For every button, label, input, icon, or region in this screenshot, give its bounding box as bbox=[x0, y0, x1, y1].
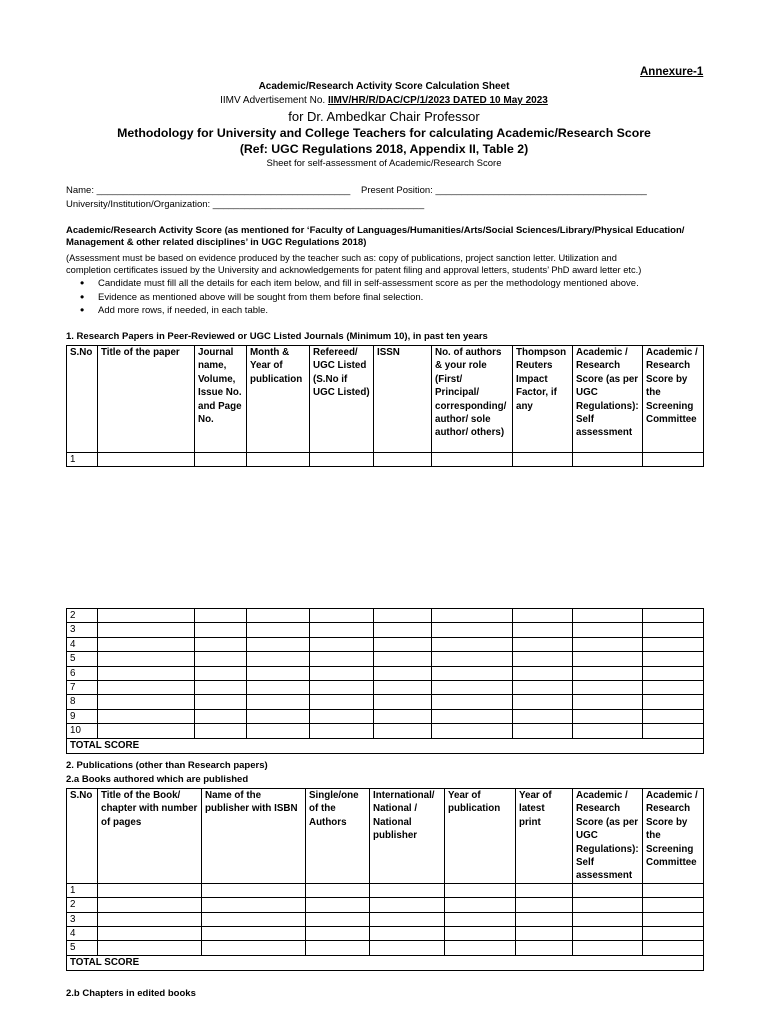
table-cell[interactable] bbox=[374, 666, 432, 680]
table-cell[interactable] bbox=[573, 898, 643, 912]
table-cell[interactable] bbox=[247, 666, 310, 680]
table-cell[interactable] bbox=[98, 724, 195, 738]
table-cell[interactable] bbox=[432, 695, 513, 709]
table-cell[interactable] bbox=[445, 941, 516, 955]
col-header: International/ National / National publisher bbox=[370, 789, 445, 884]
advertisement-line bbox=[0, 95, 768, 107]
table-cell[interactable] bbox=[573, 941, 643, 955]
total-score-label: TOTAL SCORE bbox=[67, 955, 704, 970]
row-number: 1 bbox=[67, 883, 98, 897]
table-cell[interactable] bbox=[98, 941, 202, 955]
table-cell[interactable] bbox=[643, 709, 704, 723]
table-cell[interactable] bbox=[374, 695, 432, 709]
table-cell[interactable] bbox=[432, 666, 513, 680]
table-cell[interactable] bbox=[516, 898, 573, 912]
table-cell[interactable] bbox=[445, 927, 516, 941]
table-cell[interactable] bbox=[643, 609, 704, 623]
table-cell[interactable] bbox=[247, 637, 310, 651]
row-number: 3 bbox=[67, 623, 98, 637]
col-header: Academic / Research Score by the Screening Committee bbox=[643, 346, 704, 453]
present-position-field[interactable]: Present Position: ________________________________________ bbox=[361, 185, 647, 196]
table-cell[interactable] bbox=[310, 453, 374, 467]
table-cell[interactable] bbox=[643, 912, 704, 926]
table-cell[interactable] bbox=[445, 912, 516, 926]
table-cell[interactable] bbox=[513, 681, 573, 695]
table-cell[interactable] bbox=[195, 609, 247, 623]
row-number: 9 bbox=[67, 709, 98, 723]
table-row bbox=[67, 609, 704, 623]
table-cell[interactable] bbox=[432, 709, 513, 723]
instruction-list bbox=[66, 277, 746, 318]
table-cell[interactable] bbox=[310, 609, 374, 623]
col-header: Thompson Reuters Impact Factor, if any bbox=[513, 346, 573, 453]
table-row bbox=[67, 724, 704, 738]
row-number: 8 bbox=[67, 695, 98, 709]
table-cell[interactable] bbox=[643, 666, 704, 680]
table-cell[interactable] bbox=[247, 681, 310, 695]
col-header: Academic / Research Score by the Screening Committee bbox=[643, 789, 704, 884]
table-cell[interactable] bbox=[310, 681, 374, 695]
table-cell[interactable] bbox=[98, 609, 195, 623]
table-cell[interactable] bbox=[573, 666, 643, 680]
table-cell[interactable] bbox=[202, 941, 306, 955]
col-header: ISSN bbox=[374, 346, 432, 453]
table-cell[interactable] bbox=[374, 623, 432, 637]
table-cell[interactable] bbox=[516, 927, 573, 941]
table-cell[interactable] bbox=[370, 927, 445, 941]
table-cell[interactable] bbox=[247, 609, 310, 623]
table-row bbox=[67, 927, 704, 941]
table-cell[interactable] bbox=[643, 695, 704, 709]
table-cell[interactable] bbox=[374, 681, 432, 695]
table-cell[interactable] bbox=[374, 709, 432, 723]
name-field[interactable]: Name: ________________________________________________ bbox=[66, 185, 351, 196]
row-number: 4 bbox=[67, 927, 98, 941]
table-cell[interactable] bbox=[432, 637, 513, 651]
col-header: Year of publication bbox=[445, 789, 516, 884]
organization-field[interactable]: University/Institution/Organization: ________________________________________ bbox=[66, 199, 425, 210]
table-cell[interactable] bbox=[432, 453, 513, 467]
section2a-title: 2.a Books authored which are published bbox=[66, 774, 249, 785]
section2b-title: 2.b Chapters in edited books bbox=[66, 988, 196, 999]
table-cell[interactable] bbox=[643, 637, 704, 651]
position-title: for Dr. Ambedkar Chair Professor bbox=[288, 109, 480, 124]
row-number: 5 bbox=[67, 652, 98, 666]
table-cell[interactable] bbox=[573, 637, 643, 651]
table-cell[interactable] bbox=[195, 652, 247, 666]
table-cell[interactable] bbox=[98, 898, 202, 912]
table-cell[interactable] bbox=[573, 912, 643, 926]
table-cell[interactable] bbox=[98, 883, 202, 897]
table-cell[interactable] bbox=[513, 623, 573, 637]
table-cell[interactable] bbox=[202, 927, 306, 941]
table-cell[interactable] bbox=[247, 695, 310, 709]
table-cell[interactable] bbox=[643, 898, 704, 912]
instruction-item: • Add more rows, if needed, in each table. bbox=[66, 304, 746, 318]
table-cell[interactable] bbox=[310, 709, 374, 723]
table-cell[interactable] bbox=[247, 652, 310, 666]
table-row bbox=[67, 695, 704, 709]
table-cell[interactable] bbox=[374, 637, 432, 651]
table-cell[interactable] bbox=[513, 724, 573, 738]
table-cell[interactable] bbox=[247, 724, 310, 738]
table-cell[interactable] bbox=[306, 898, 370, 912]
methodology-title: Methodology for University and College Teachers for calculating Academic/Research Score bbox=[117, 126, 651, 140]
table-cell[interactable] bbox=[513, 637, 573, 651]
row-number: 1 bbox=[67, 453, 98, 467]
table-cell[interactable] bbox=[310, 623, 374, 637]
intro-heading-line2: Management & other related disciplines’ in UGC Regulations 2018) bbox=[66, 237, 367, 248]
table-cell[interactable] bbox=[98, 453, 195, 467]
col-header: Title of the Book/ chapter with number of pages bbox=[98, 789, 202, 884]
table-cell[interactable] bbox=[445, 898, 516, 912]
table-cell[interactable] bbox=[306, 927, 370, 941]
col-header: S.No bbox=[67, 789, 98, 884]
table-cell[interactable] bbox=[195, 681, 247, 695]
table-cell[interactable] bbox=[98, 666, 195, 680]
table-cell[interactable] bbox=[573, 927, 643, 941]
annexure-label: Annexure-1 bbox=[640, 66, 704, 78]
total-score-label: TOTAL SCORE bbox=[67, 738, 704, 753]
table-cell[interactable] bbox=[247, 709, 310, 723]
table-cell[interactable] bbox=[370, 912, 445, 926]
table-cell[interactable] bbox=[643, 927, 704, 941]
col-header: Title of the paper bbox=[98, 346, 195, 453]
books-table bbox=[66, 788, 704, 971]
intro-note-line2: completion certificates issued by the University and acknowledgements for patent filing and approval letters, students’ PhD award letter etc.) bbox=[66, 265, 642, 275]
table-cell[interactable] bbox=[513, 453, 573, 467]
table-cell[interactable] bbox=[573, 453, 643, 467]
col-header: Name of the publisher with ISBN bbox=[202, 789, 306, 884]
table-cell[interactable] bbox=[195, 695, 247, 709]
table-row bbox=[67, 453, 704, 467]
advertisement-prefix: IIMV Advertisement No. bbox=[220, 95, 328, 106]
table-cell[interactable] bbox=[374, 652, 432, 666]
self-assessment-note: Sheet for self-assessment of Academic/Research Score bbox=[266, 158, 502, 169]
table-cell[interactable] bbox=[643, 453, 704, 467]
table-row bbox=[67, 709, 704, 723]
table-cell[interactable] bbox=[202, 883, 306, 897]
table-cell[interactable] bbox=[573, 623, 643, 637]
table-cell[interactable] bbox=[643, 941, 704, 955]
table-row bbox=[67, 681, 704, 695]
table-cell[interactable] bbox=[573, 652, 643, 666]
table-cell[interactable] bbox=[306, 941, 370, 955]
table-cell[interactable] bbox=[432, 652, 513, 666]
table-row bbox=[67, 883, 704, 897]
table-cell[interactable] bbox=[98, 637, 195, 651]
instruction-item: • Evidence as mentioned above will be sought from them before final selection. bbox=[66, 291, 746, 305]
table-cell[interactable] bbox=[195, 724, 247, 738]
table-cell[interactable] bbox=[195, 666, 247, 680]
table-cell[interactable] bbox=[432, 623, 513, 637]
table-cell[interactable] bbox=[98, 709, 195, 723]
table-cell[interactable] bbox=[513, 666, 573, 680]
table-cell[interactable] bbox=[516, 912, 573, 926]
table-cell[interactable] bbox=[643, 724, 704, 738]
col-header: No. of authors & your role (First/ Principal/ corresponding/ author/ sole author/ others) bbox=[432, 346, 513, 453]
row-number: 5 bbox=[67, 941, 98, 955]
table-cell[interactable] bbox=[516, 941, 573, 955]
table-cell[interactable] bbox=[643, 681, 704, 695]
col-header: S.No bbox=[67, 346, 98, 453]
table-cell[interactable] bbox=[310, 652, 374, 666]
table-cell[interactable] bbox=[432, 724, 513, 738]
total-row bbox=[67, 955, 704, 970]
table-row bbox=[67, 666, 704, 680]
table-cell[interactable] bbox=[374, 609, 432, 623]
table-cell[interactable] bbox=[98, 652, 195, 666]
table-header-row bbox=[67, 346, 704, 453]
table-cell[interactable] bbox=[374, 724, 432, 738]
table-cell[interactable] bbox=[247, 453, 310, 467]
col-header: Refereed/ UGC Listed (S.No if UGC Listed) bbox=[310, 346, 374, 453]
table-cell[interactable] bbox=[310, 666, 374, 680]
col-header: Academic / Research Score (as per UGC Regulations): Self assessment bbox=[573, 789, 643, 884]
total-row bbox=[67, 738, 704, 753]
table-row bbox=[67, 898, 704, 912]
row-number: 7 bbox=[67, 681, 98, 695]
table-row bbox=[67, 652, 704, 666]
row-number: 10 bbox=[67, 724, 98, 738]
research-papers-table-continued bbox=[66, 608, 704, 754]
sheet-title: Academic/Research Activity Score Calculation Sheet bbox=[258, 81, 510, 92]
row-number: 3 bbox=[67, 912, 98, 926]
table-cell[interactable] bbox=[573, 681, 643, 695]
table-cell[interactable] bbox=[643, 623, 704, 637]
table-cell[interactable] bbox=[445, 883, 516, 897]
col-header: Journal name, Volume, Issue No. and Page No. bbox=[195, 346, 247, 453]
table-cell[interactable] bbox=[98, 681, 195, 695]
table-cell[interactable] bbox=[98, 623, 195, 637]
table-header-row bbox=[67, 789, 704, 884]
intro-note-line1: (Assessment must be based on evidence produced by the teacher such as: copy of publications, project sanction letter. Utilization and bbox=[66, 253, 617, 263]
table-cell[interactable] bbox=[573, 609, 643, 623]
table-cell[interactable] bbox=[432, 681, 513, 695]
table-cell[interactable] bbox=[513, 709, 573, 723]
section2-title: 2. Publications (other than Research papers) bbox=[66, 760, 268, 771]
table-row bbox=[67, 623, 704, 637]
table-cell[interactable] bbox=[374, 453, 432, 467]
row-number: 2 bbox=[67, 898, 98, 912]
table-row bbox=[67, 912, 704, 926]
table-cell[interactable] bbox=[98, 695, 195, 709]
row-number: 4 bbox=[67, 637, 98, 651]
intro-heading-line1: Academic/Research Activity Score (as mentioned for ‘Faculty of Languages/Humanities/Arts/Social Sciences/Library/Physical Education/ bbox=[66, 225, 685, 236]
table-row bbox=[67, 637, 704, 651]
table-cell[interactable] bbox=[98, 927, 202, 941]
table-cell[interactable] bbox=[306, 883, 370, 897]
intro-note bbox=[66, 252, 641, 276]
table-cell[interactable] bbox=[370, 941, 445, 955]
table-cell[interactable] bbox=[573, 883, 643, 897]
table-cell[interactable] bbox=[370, 883, 445, 897]
reference-line: (Ref: UGC Regulations 2018, Appendix II, Table 2) bbox=[239, 142, 529, 156]
table-cell[interactable] bbox=[432, 609, 513, 623]
section1-title: 1. Research Papers in Peer-Reviewed or UGC Listed Journals (Minimum 10), in past ten years bbox=[66, 331, 488, 342]
instruction-item: • Candidate must fill all the details for each item below, and fill in self-assessment score as per the methodology mentioned above. bbox=[66, 277, 746, 291]
table-cell[interactable] bbox=[98, 912, 202, 926]
table-cell[interactable] bbox=[516, 883, 573, 897]
table-cell[interactable] bbox=[195, 709, 247, 723]
advertisement-number: IIMV/HR/R/DAC/CP/1/2023 DATED 10 May 2023 bbox=[327, 95, 548, 106]
intro-heading bbox=[66, 225, 684, 249]
col-header: Single/one of the Authors bbox=[306, 789, 370, 884]
table-cell[interactable] bbox=[573, 724, 643, 738]
table-cell[interactable] bbox=[643, 883, 704, 897]
table-cell[interactable] bbox=[195, 623, 247, 637]
table-row bbox=[67, 941, 704, 955]
research-papers-table bbox=[66, 345, 704, 467]
table-cell[interactable] bbox=[573, 709, 643, 723]
table-cell[interactable] bbox=[247, 623, 310, 637]
col-header: Year of latest print bbox=[516, 789, 573, 884]
table-cell[interactable] bbox=[310, 637, 374, 651]
row-number: 2 bbox=[67, 609, 98, 623]
table-cell[interactable] bbox=[310, 695, 374, 709]
table-cell[interactable] bbox=[202, 912, 306, 926]
table-cell[interactable] bbox=[513, 695, 573, 709]
table-cell[interactable] bbox=[195, 453, 247, 467]
table-cell[interactable] bbox=[306, 912, 370, 926]
table-cell[interactable] bbox=[310, 724, 374, 738]
table-cell[interactable] bbox=[573, 695, 643, 709]
table-cell[interactable] bbox=[513, 652, 573, 666]
table-cell[interactable] bbox=[370, 898, 445, 912]
col-header: Academic / Research Score (as per UGC Regulations): Self assessment bbox=[573, 346, 643, 453]
table-cell[interactable] bbox=[643, 652, 704, 666]
row-number: 6 bbox=[67, 666, 98, 680]
table-cell[interactable] bbox=[202, 898, 306, 912]
table-cell[interactable] bbox=[513, 609, 573, 623]
col-header: Month & Year of publication bbox=[247, 346, 310, 453]
table-cell[interactable] bbox=[195, 637, 247, 651]
